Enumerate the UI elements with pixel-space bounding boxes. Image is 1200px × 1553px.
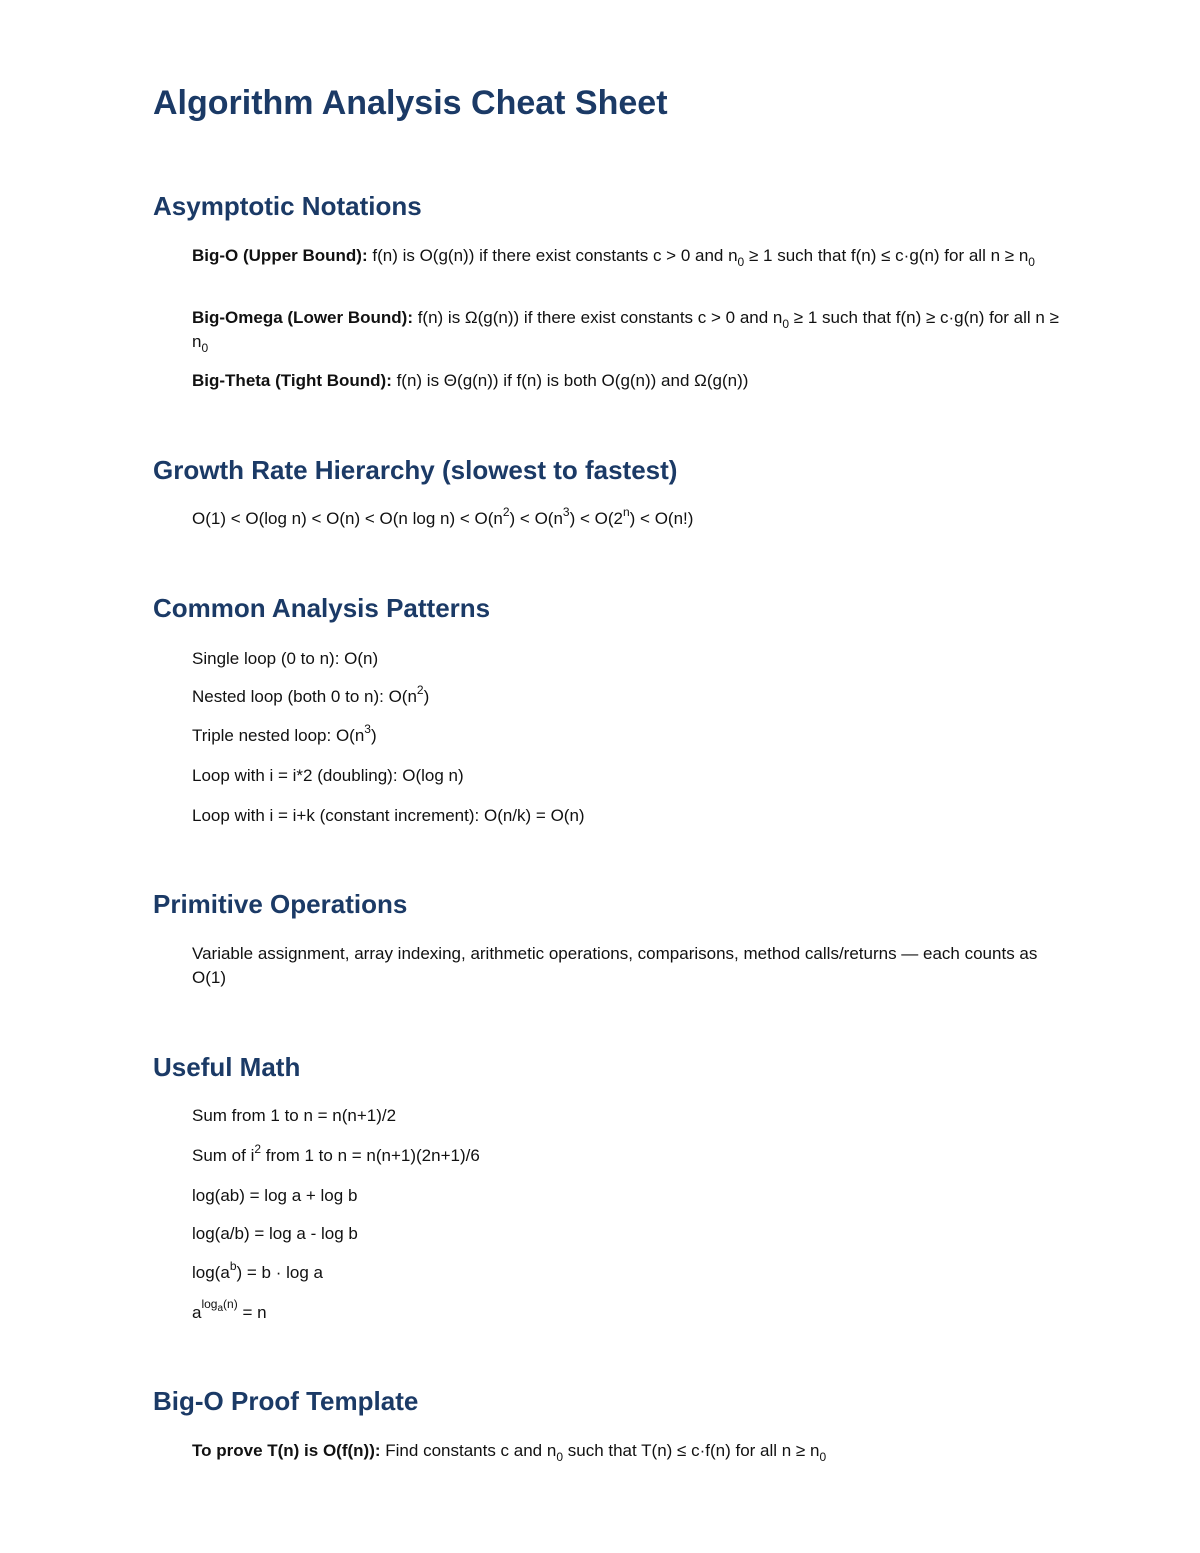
math-log-quotient: log(a/b) = log a - log b — [192, 1224, 358, 1243]
growth-text: ) < O(n — [509, 509, 563, 528]
superscript: 2 — [502, 505, 510, 519]
proof-template-label: To prove T(n) is O(f(n)): — [192, 1441, 381, 1460]
subscript: 0 — [556, 1450, 564, 1464]
superscript — [201, 1297, 238, 1314]
superscript: 2 — [416, 683, 424, 697]
big-theta-text: f(n) is Θ(g(n)) if f(n) is both O(g(n)) and Ω(g(n)) — [391, 371, 749, 390]
section-title-common-analysis-patterns: Common Analysis Patterns — [153, 593, 491, 623]
subscript: 0 — [201, 341, 209, 355]
subscript: 0 — [737, 255, 745, 269]
pattern-text: Nested loop (both 0 to n): O(n — [192, 687, 417, 706]
math-text: from 1 to n = n(n+1)(2n+1)/6 — [261, 1146, 480, 1165]
math-log-power — [192, 1261, 1062, 1285]
big-omega-label: Big-Omega (Lower Bound): — [192, 308, 413, 327]
math-text: a — [192, 1303, 202, 1322]
subscript: 0 — [819, 1450, 827, 1464]
primitive-operations-text: Variable assignment, array indexing, arithmetic operations, comparisons, method calls/returns — each counts as O(1) — [192, 944, 1038, 987]
proof-text: such that T(n) ≤ c·f(n) for all n ≥ n — [563, 1441, 820, 1460]
math-log-identity — [192, 1297, 1062, 1325]
superscript-text: log — [201, 1297, 218, 1311]
math-text: ) = b · log a — [236, 1263, 323, 1282]
math-log-product: log(ab) = log a + log b — [192, 1186, 358, 1205]
math-text: Sum of i — [192, 1146, 255, 1165]
growth-text: O(1) < O(log n) < O(n) < O(n log n) < O(n — [192, 509, 503, 528]
superscript: b — [229, 1259, 237, 1273]
math-sum-formula: Sum from 1 to n = n(n+1)/2 — [192, 1106, 397, 1125]
superscript-text: (n) — [223, 1297, 238, 1311]
pattern-nested-loop — [192, 685, 1062, 709]
superscript: 2 — [254, 1142, 262, 1156]
math-sum-of-squares — [192, 1144, 1062, 1168]
pattern-doubling-loop: Loop with i = i*2 (doubling): O(log n) — [192, 766, 464, 785]
section-title-growth-rate-hierarchy: Growth Rate Hierarchy (slowest to fastest) — [153, 455, 678, 485]
big-omega-definition — [192, 306, 1062, 354]
superscript: 3 — [364, 722, 371, 736]
proof-text: Find constants c and n — [380, 1441, 557, 1460]
proof-template-text — [192, 1439, 1062, 1463]
pattern-single-loop: Single loop (0 to n): O(n) — [192, 649, 379, 668]
math-text: = n — [237, 1303, 267, 1322]
document-title: Algorithm Analysis Cheat Sheet — [153, 84, 668, 122]
big-o-definition — [192, 244, 1062, 268]
pattern-constant-increment-loop: Loop with i = i+k (constant increment): O(n/k) = O(n) — [192, 806, 585, 825]
math-text: log(a — [192, 1263, 230, 1282]
subscript: 0 — [782, 317, 790, 331]
growth-rate-chain — [192, 507, 1062, 531]
section-title-primitive-operations: Primitive Operations — [153, 889, 408, 919]
big-omega-text: f(n) is Ω(g(n)) if there exist constants c > 0 and n — [412, 308, 783, 327]
big-theta-definition — [192, 369, 1062, 393]
big-omega-text: ≥ 1 such that f(n) ≥ c·g(n) for all n ≥ n — [192, 308, 1059, 351]
subscript: a — [217, 1303, 224, 1314]
big-o-text: f(n) is O(g(n)) if there exist constants c > 0 and n — [367, 246, 738, 265]
pattern-text: Triple nested loop: O(n — [192, 726, 365, 745]
section-title-asymptotic-notations: Asymptotic Notations — [153, 191, 422, 221]
pattern-text: ) — [370, 726, 377, 745]
section-title-big-o-proof-template: Big-O Proof Template — [153, 1386, 419, 1416]
big-o-text: ≥ 1 such that f(n) ≤ c·g(n) for all n ≥ n — [744, 246, 1029, 265]
subscript: 0 — [1028, 255, 1035, 269]
pattern-text: ) — [423, 687, 430, 706]
section-title-useful-math: Useful Math — [153, 1052, 301, 1082]
superscript: 3 — [562, 505, 570, 519]
growth-text: ) < O(2 — [569, 509, 623, 528]
big-o-label: Big-O (Upper Bound): — [192, 246, 368, 265]
pattern-triple-nested-loop — [192, 724, 1062, 748]
growth-text: ) < O(n!) — [629, 509, 694, 528]
big-theta-label: Big-Theta (Tight Bound): — [192, 371, 392, 390]
superscript: n — [622, 505, 630, 519]
